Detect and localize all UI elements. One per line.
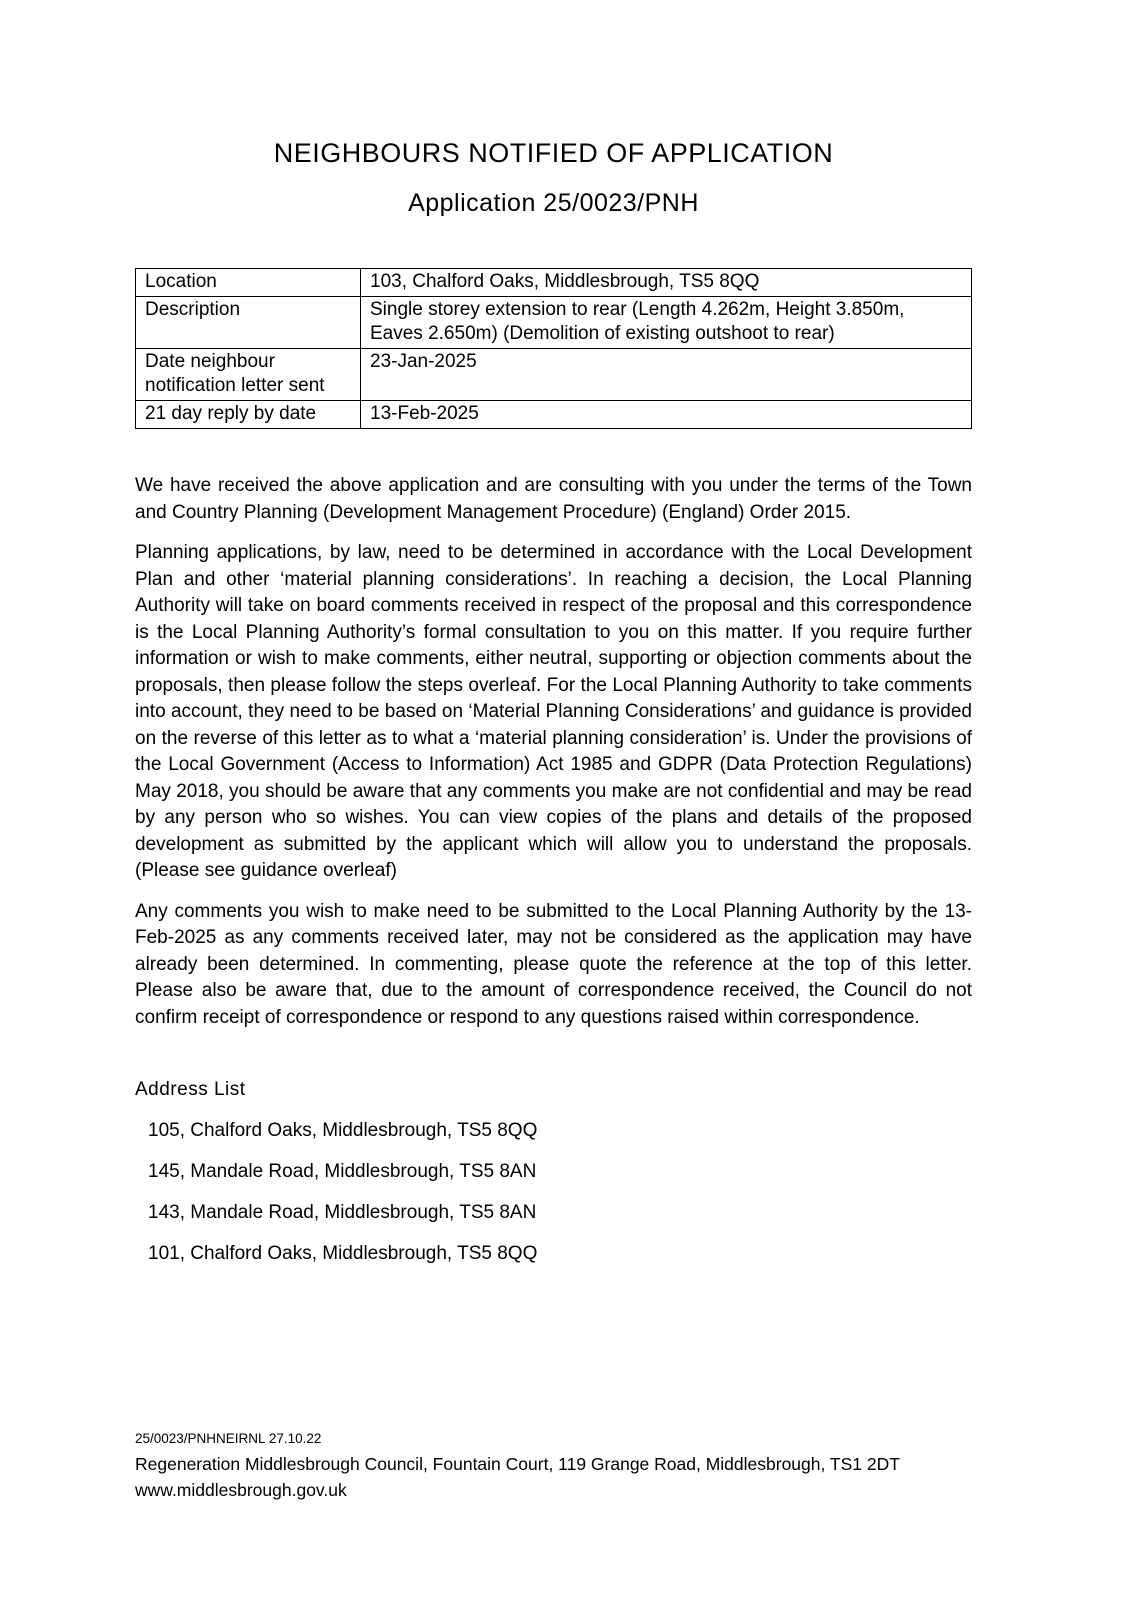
notification-date-value: 23-Jan-2025 xyxy=(361,349,972,401)
address-list-section xyxy=(135,1077,972,1267)
location-value: 103, Chalford Oaks, Middlesbrough, TS5 8QQ xyxy=(361,269,972,297)
letter-body xyxy=(135,473,972,1031)
address-list-item: 143, Mandale Road, Middlesbrough, TS5 8AN xyxy=(148,1202,537,1223)
description-value: Single storey extension to rear (Length 4.262m, Height 3.850m, Eaves 2.650m) (Demolition of existing outshoot to rear) xyxy=(361,297,972,349)
address-list-item: 145, Mandale Road, Middlesbrough, TS5 8AN xyxy=(148,1161,537,1182)
address-list-item: 101, Chalford Oaks, Middlesbrough, TS5 8QQ xyxy=(148,1243,538,1264)
page-title: NEIGHBOURS NOTIFIED OF APPLICATION xyxy=(273,138,834,168)
footer-council-address: Regeneration Middlesbrough Council, Fountain Court, 119 Grange Road, Middlesbrough, TS1 2DT xyxy=(135,1454,900,1474)
application-details-table xyxy=(135,268,972,429)
paragraph-intro: We have received the above application and are consulting with you under the terms of the Town and Country Planning (Development Management Procedure) (England) Order 2015. xyxy=(135,475,972,523)
description-label: Description xyxy=(136,297,361,349)
table-row-reply-by-date xyxy=(136,401,972,429)
address-list-heading: Address List xyxy=(135,1079,246,1100)
reply-by-date-value: 13-Feb-2025 xyxy=(361,401,972,429)
footer-reference: 25/0023/PNHNEIRNL 27.10.22 xyxy=(135,1431,322,1446)
reply-by-date-label: 21 day reply by date xyxy=(136,401,361,429)
application-reference: Application 25/0023/PNH xyxy=(408,189,699,217)
address-list-item: 105, Chalford Oaks, Middlesbrough, TS5 8QQ xyxy=(148,1120,538,1141)
document-footer xyxy=(135,1430,1001,1503)
table-row-notification-date xyxy=(136,349,972,401)
table-row-location xyxy=(136,269,972,297)
notification-date-label: Date neighbour notification letter sent xyxy=(136,349,361,401)
location-label: Location xyxy=(136,269,361,297)
table-row-description xyxy=(136,297,972,349)
footer-website: www.middlesbrough.gov.uk xyxy=(135,1480,347,1500)
paragraph-deadline: Any comments you wish to make need to be submitted to the Local Planning Authority by the 13-Feb-2025 as any comments received later, may not be considered as the application may have already been determined. In commenting, please quote the reference at the top of this letter. Please also be aware that, due to the amount of correspondence received, the Council do not confirm receipt of correspondence or respond to any questions raised within correspondence. xyxy=(135,900,972,1028)
paragraph-guidance: Planning applications, by law, need to be determined in accordance with the Local Development Plan and other ‘material planning considerations’. In reaching a decision, the Local Planning Authority will take on board comments received in respect of the proposal and this correspondence is the Local Planning Authority’s formal consultation to you on this matter. If you require further information or wish to make comments, either neutral, supporting or objection comments about the proposals, then please follow the steps overleaf. For the Local Planning Authority to take comments into account, they need to be based on ‘Material Planning Considerations’ and guidance is provided on the reverse of this letter as to what a ‘material planning consideration’ is. Under the provisions of the Local Government (Access to Information) Act 1985 and GDPR (Data Protection Regulations) May 2018, you should be aware that any comments you make are not confidential and may be read by any person who so wishes. You can view copies of the plans and details of the proposed development as submitted by the applicant which will allow you to understand the proposals. (Please see guidance overleaf) xyxy=(135,542,972,881)
